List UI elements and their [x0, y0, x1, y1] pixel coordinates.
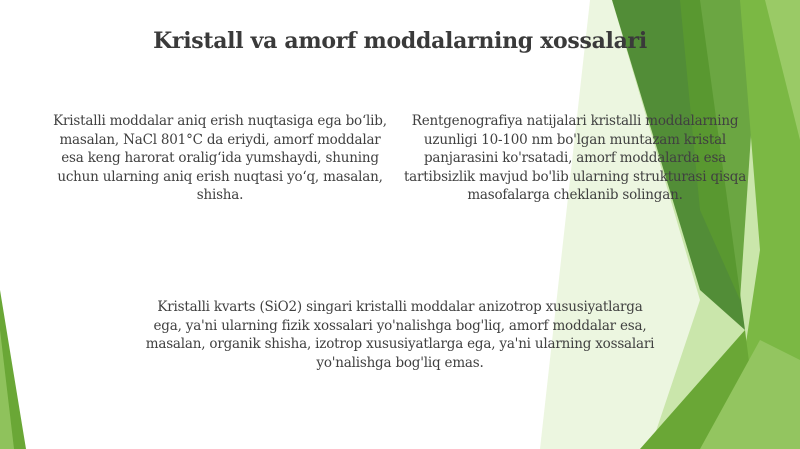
paragraph-melting-point: Kristalli moddalar aniq erish nuqtasiga ega bo‘lib, masalan, NaCl 801°C da eriydi, amorf moddalar esa keng harorat oralig‘ida yumshaydi, shuning uchun ularning aniq erish nuqtasi yo‘q, masalan, shisha. — [53, 113, 387, 203]
paragraph-x-ray-results: Rentgenografiya natijalari kristalli moddalarning uzunligi 10-100 nm bo'lgan muntazam kristal panjarasini ko'rsatadi, amorf moddalarda esa tartibsizlik mavjud bo'lib ularning strukturasi qisqa masofalarga cheklanib solingan. — [403, 113, 747, 203]
paragraph-anisotropy: Kristalli kvarts (SiO2) singari kristalli moddalar anizotrop xususiyatlarga ega, ya'ni ularning fizik xossalari yo'nalishga bog'liq, amorf moddalar esa, masalan, organik shisha, izotrop xususiyatlarga ega, ya'ni ularning xossalari yo'nalishga bog'liq emas. — [145, 299, 655, 371]
slide-title: Kristall va amorf moddalarning xossalari — [153, 28, 647, 54]
